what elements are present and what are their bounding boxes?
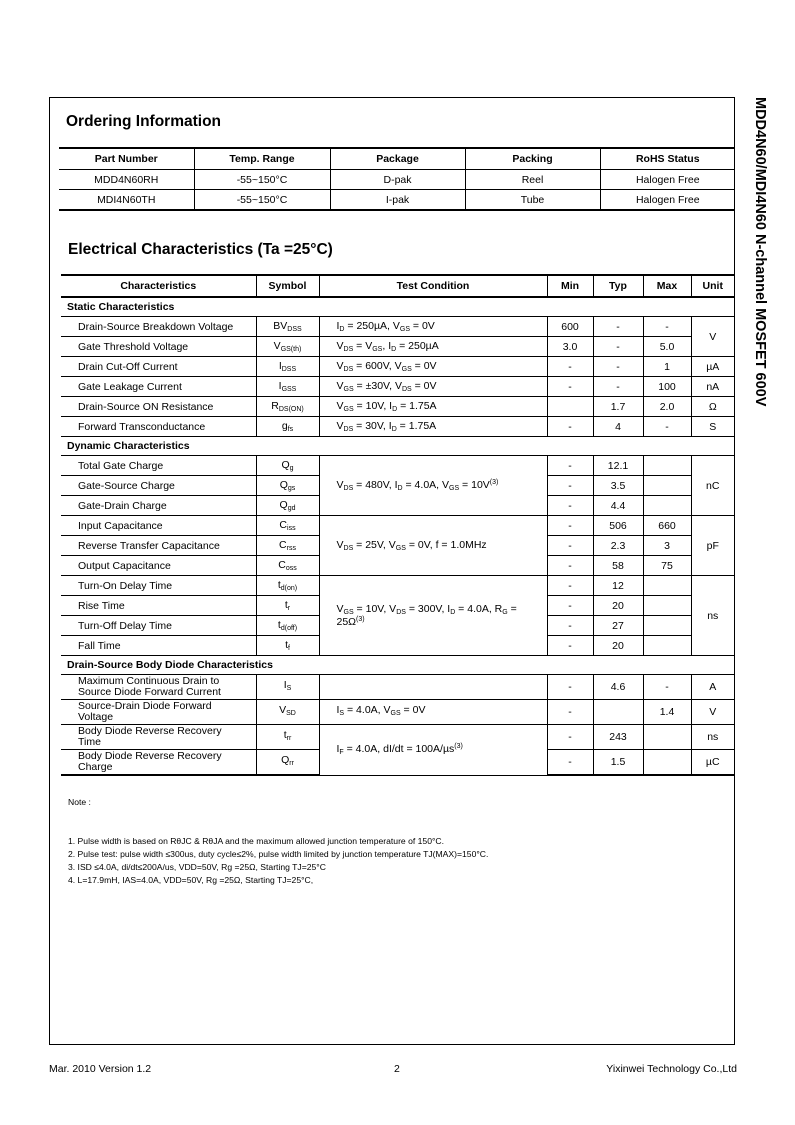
table-row (61, 576, 734, 596)
table-row (61, 675, 734, 700)
symbol-tr: $t_r$ (256, 596, 319, 616)
min-value: - (547, 496, 593, 516)
symbol-qrr: $Q_{rr}$ (256, 750, 319, 776)
section-row (61, 297, 734, 317)
typ-value: - (593, 377, 643, 397)
max-value: 75 (643, 556, 691, 576)
typ-value: 12.1 (593, 456, 643, 476)
section-dynamic: Dynamic Characteristics (61, 437, 734, 456)
typ-value: 12 (593, 576, 643, 596)
header-min: Min (547, 275, 593, 297)
max-value (643, 725, 691, 750)
typ-value: - (593, 337, 643, 357)
min-value: - (547, 556, 593, 576)
cell-package: I-pak (330, 190, 465, 211)
max-value (643, 476, 691, 496)
cond-rds: $V_{GS} = 10V$, $I_D = 1.75A$ (319, 397, 547, 417)
min-value: - (547, 357, 593, 377)
section-diode: Drain-Source Body Diode Characteristics (61, 656, 734, 675)
note-item: 4. L=17.9mH, IAS=4.0A, VDD=50V, Rg =25Ω, Starting TJ=25°C, (68, 875, 314, 885)
note-item: 2. Pulse test: pulse width ≤300us, duty cycle≤2%, pulse width limited by junction temperature TJ(MAX)=150°C. (68, 849, 489, 859)
symbol-tf: $t_f$ (256, 636, 319, 656)
header-characteristics: Characteristics (61, 275, 256, 297)
min-value: 3.0 (547, 337, 593, 357)
symbol-vsd: $V_{SD}$ (256, 700, 319, 725)
electrical-title: Electrical Characteristics (Ta =25°C) (68, 241, 333, 258)
cond-capacitance-group: $V_{DS} = 25V$, $V_{GS} = 0V$, f = 1.0MHz (319, 516, 547, 576)
symbol-qg: $Q_g$ (256, 456, 319, 476)
symbol-tdoff: $t_{d(off)}$ (256, 616, 319, 636)
max-value (643, 596, 691, 616)
min-value: - (547, 636, 593, 656)
symbol-coss: $C_{oss}$ (256, 556, 319, 576)
cond-vgs: $V_{DS} = V_{GS}$, $I_D = 250\mu A$ (319, 337, 547, 357)
typ-value (593, 700, 643, 725)
unit-v: V (691, 317, 734, 357)
max-value: - (643, 675, 691, 700)
char-gate-leakage: Gate Leakage Current (61, 377, 256, 397)
max-value (643, 456, 691, 476)
max-value: 5.0 (643, 337, 691, 357)
symbol-trr: $t_{rr}$ (256, 725, 319, 750)
min-value: - (547, 536, 593, 556)
typ-value: 243 (593, 725, 643, 750)
header-packing: Packing (465, 148, 600, 170)
char-reverse-recovery-charge: Body Diode Reverse Recovery Charge (61, 750, 256, 776)
char-turn-on-delay: Turn-On Delay Time (61, 576, 256, 596)
section-row (61, 656, 734, 675)
cond-igss: $V_{GS} = \pm 30V$, $V_{DS} = 0V$ (319, 377, 547, 397)
ordering-row (59, 190, 735, 211)
min-value: - (547, 417, 593, 437)
table-row (61, 377, 734, 397)
header-symbol: Symbol (256, 275, 319, 297)
char-fall-time: Fall Time (61, 636, 256, 656)
unit-value: µA (691, 357, 734, 377)
max-value: 2.0 (643, 397, 691, 417)
max-value (643, 750, 691, 776)
footer-page-number: 2 (394, 1063, 400, 1075)
max-value: - (643, 417, 691, 437)
char-turn-off-delay: Turn-Off Delay Time (61, 616, 256, 636)
max-value (643, 496, 691, 516)
min-value: - (547, 576, 593, 596)
min-value: - (547, 675, 593, 700)
typ-value: - (593, 317, 643, 337)
symbol-gfs: $g_{fs}$ (256, 417, 319, 437)
symbol-bvdss: $BV_{DSS}$ (256, 317, 319, 337)
char-on-resistance: Drain-Source ON Resistance (61, 397, 256, 417)
unit-value: Ω (691, 397, 734, 417)
symbol-crss: $C_{rss}$ (256, 536, 319, 556)
header-rohs-status: RoHS Status (600, 148, 735, 170)
notes-label: Note : (68, 797, 91, 807)
section-static: Static Characteristics (61, 297, 734, 317)
min-value: - (547, 725, 593, 750)
unit-value: ns (691, 725, 734, 750)
table-row (61, 456, 734, 476)
char-output-capacitance: Output Capacitance (61, 556, 256, 576)
char-diode-forward-voltage: Source-Drain Diode Forward Voltage (61, 700, 256, 725)
min-value: - (547, 516, 593, 536)
side-title: MDD4N60/MDI4N60 N-channel MOSFET 600V (752, 97, 768, 407)
ordering-title: Ordering Information (66, 113, 221, 130)
cell-rohs-status: Halogen Free (600, 190, 735, 211)
table-row (61, 357, 734, 377)
table-row (61, 516, 734, 536)
typ-value: 20 (593, 596, 643, 616)
max-value (643, 576, 691, 596)
min-value: - (547, 750, 593, 776)
cond-vsd: $I_S = 4.0A$, $V_{GS} = 0V$ (319, 700, 547, 725)
char-gate-source-charge: Gate-Source Charge (61, 476, 256, 496)
cell-temp-range: -55~150°C (194, 170, 330, 190)
header-typ: Typ (593, 275, 643, 297)
symbol-vgsth: $V_{GS(th)}$ (256, 337, 319, 357)
unit-value: µC (691, 750, 734, 776)
symbol-qgs: $Q_{gs}$ (256, 476, 319, 496)
char-gate-threshold: Gate Threshold Voltage (61, 337, 256, 357)
char-diode-forward-current: Maximum Continuous Drain to Source Diode Forward Current (61, 675, 256, 700)
symbol-qgd: $Q_{gd}$ (256, 496, 319, 516)
symbol-tdon: $t_{d(on)}$ (256, 576, 319, 596)
max-value: 3 (643, 536, 691, 556)
typ-value: - (593, 357, 643, 377)
notes-block (68, 796, 488, 887)
char-transconductance: Forward Transconductance (61, 417, 256, 437)
cond-recovery-group: $I_F = 4.0A$, dI/dt = 100A/µs$^{(3)}$ (319, 725, 547, 776)
unit-value: V (691, 700, 734, 725)
cond-gfs: $V_{DS} = 30V$, $I_D = 1.75A$ (319, 417, 547, 437)
char-drain-cutoff: Drain Cut-Off Current (61, 357, 256, 377)
cell-package: D-pak (330, 170, 465, 190)
unit-value: S (691, 417, 734, 437)
cell-temp-range: -55~150°C (194, 190, 330, 211)
char-gate-drain-charge: Gate-Drain Charge (61, 496, 256, 516)
max-value: 660 (643, 516, 691, 536)
table-row (61, 700, 734, 725)
header-temp-range: Temp. Range (194, 148, 330, 170)
table-row (61, 417, 734, 437)
min-value: - (547, 476, 593, 496)
electrical-table (61, 274, 734, 776)
unit-value: A (691, 675, 734, 700)
ordering-table (59, 147, 735, 211)
table-row (61, 337, 734, 357)
min-value: - (547, 596, 593, 616)
unit-value: nA (691, 377, 734, 397)
max-value: 1 (643, 357, 691, 377)
ordering-header-row (59, 148, 735, 170)
symbol-rdson: $R_{DS(ON)}$ (256, 397, 319, 417)
cond-idss: $V_{DS} = 600V$, $V_{GS} = 0V$ (319, 357, 547, 377)
cond-bv: $I_D = 250\mu A$, $V_{GS} = 0V$ (319, 317, 547, 337)
header-test-condition: Test Condition (319, 275, 547, 297)
footer-version: Mar. 2010 Version 1.2 (49, 1063, 152, 1075)
cond-empty (319, 675, 547, 700)
ordering-row (59, 170, 735, 190)
header-unit: Unit (691, 275, 734, 297)
typ-value: 4 (593, 417, 643, 437)
note-item: 1. Pulse width is based on RθJC & RθJA and the maximum allowed junction temperature of 150°C. (68, 836, 445, 846)
min-value: - (547, 456, 593, 476)
max-value: 1.4 (643, 700, 691, 725)
char-total-gate-charge: Total Gate Charge (61, 456, 256, 476)
typ-value: 20 (593, 636, 643, 656)
typ-value: 4.6 (593, 675, 643, 700)
symbol-is: $I_S$ (256, 675, 319, 700)
table-row (61, 397, 734, 417)
symbol-igss: $I_{GSS}$ (256, 377, 319, 397)
cell-rohs-status: Halogen Free (600, 170, 735, 190)
footer-company: Yixinwei Technology Co.,Ltd (606, 1063, 737, 1075)
min-value (547, 397, 593, 417)
cond-switching-group: $V_{GS} = 10V$, $V_{DS} = 300V$, $I_D = 4.0A$, $R_G = 25\Omega^{(3)}$ (319, 576, 547, 656)
typ-value: 58 (593, 556, 643, 576)
char-reverse-recovery-time: Body Diode Reverse Recovery Time (61, 725, 256, 750)
unit-ns: ns (691, 576, 734, 656)
header-package: Package (330, 148, 465, 170)
cell-part-number: MDD4N60RH (59, 170, 194, 190)
max-value (643, 636, 691, 656)
header-part-number: Part Number (59, 148, 194, 170)
electrical-header-row (61, 275, 734, 297)
typ-value: 1.5 (593, 750, 643, 776)
typ-value: 1.7 (593, 397, 643, 417)
cell-packing: Reel (465, 170, 600, 190)
max-value (643, 616, 691, 636)
typ-value: 4.4 (593, 496, 643, 516)
symbol-ciss: $C_{iss}$ (256, 516, 319, 536)
typ-value: 27 (593, 616, 643, 636)
min-value: - (547, 616, 593, 636)
header-max: Max (643, 275, 691, 297)
typ-value: 3.5 (593, 476, 643, 496)
note-item: 3. ISD ≤4.0A, di/dt≤200A/us, VDD=50V, Rg =25Ω, Starting TJ=25°C (68, 862, 326, 872)
table-row (61, 317, 734, 337)
max-value: - (643, 317, 691, 337)
char-input-capacitance: Input Capacitance (61, 516, 256, 536)
char-breakdown-voltage: Drain-Source Breakdown Voltage (61, 317, 256, 337)
unit-pf: pF (691, 516, 734, 576)
min-value: - (547, 377, 593, 397)
side-title-band (748, 97, 772, 457)
max-value: 100 (643, 377, 691, 397)
min-value: - (547, 700, 593, 725)
char-rise-time: Rise Time (61, 596, 256, 616)
typ-value: 2.3 (593, 536, 643, 556)
cond-gate-charge-group: $V_{DS} = 480V$, $I_D = 4.0A$, $V_{GS} = 10V^{(3)}$ (319, 456, 547, 516)
unit-nc: nC (691, 456, 734, 516)
table-row (61, 725, 734, 750)
char-reverse-transfer-capacitance: Reverse Transfer Capacitance (61, 536, 256, 556)
section-row (61, 437, 734, 456)
typ-value: 506 (593, 516, 643, 536)
cell-part-number: MDI4N60TH (59, 190, 194, 211)
min-value: 600 (547, 317, 593, 337)
cell-packing: Tube (465, 190, 600, 211)
symbol-idss: $I_{DSS}$ (256, 357, 319, 377)
